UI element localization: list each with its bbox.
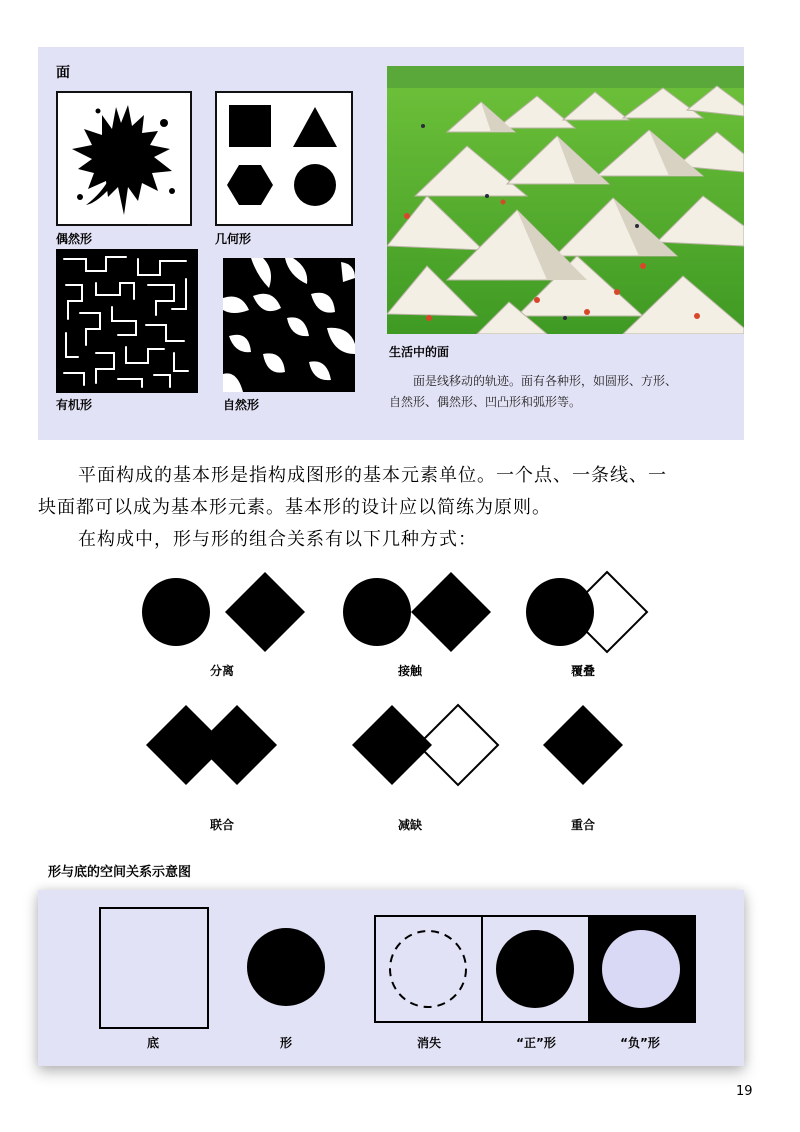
page-number: 19	[736, 1084, 753, 1099]
description-line-2: 自然形、偶然形、凹凸形和弧形等。	[389, 395, 582, 409]
relation-touch	[343, 572, 491, 652]
description-line-1: 面是线移动的轨迹。面有各种形，如圆形、方形、	[413, 374, 678, 388]
organic-maze-pattern	[56, 249, 198, 393]
figure-ground-title: 形与底的空间关系示意图	[48, 865, 192, 880]
label-separate: 分离	[209, 664, 234, 678]
caption-natural-shape: 自然形	[223, 398, 260, 412]
relation-subtract	[352, 705, 498, 785]
label-positive-shape: “正”形	[516, 1036, 556, 1050]
label-figure: 形	[279, 1036, 292, 1050]
natural-shape-box	[223, 258, 355, 392]
geometric-shapes	[217, 93, 351, 224]
tents-on-grassland-photo	[387, 66, 744, 334]
label-touch: 接触	[397, 664, 422, 678]
ink-splatter-shape	[58, 93, 190, 224]
organic-shape-box	[56, 249, 198, 393]
label-subtract: 减缺	[397, 818, 422, 832]
caption-life-face: 生活中的面	[389, 345, 450, 359]
geometric-shape-box	[215, 91, 353, 226]
shape-relations-diagram	[0, 560, 800, 850]
positive-circle	[496, 930, 574, 1008]
label-coincide: 重合	[570, 818, 595, 832]
ground-rectangle	[100, 908, 208, 1028]
section-title-face: 面	[56, 65, 70, 81]
label-negative-shape: “负”形	[620, 1036, 660, 1050]
caption-geometric-shape: 几何形	[215, 232, 252, 246]
relation-overlap	[526, 572, 647, 652]
paragraph-2: 在构成中，形与形的组合关系有以下几种方式：	[78, 529, 477, 550]
circle-shape	[294, 164, 336, 206]
label-union: 联合	[209, 818, 234, 832]
paragraph-1-line-2: 块面都可以成为基本形元素。基本形的设计应以简练为原则。	[38, 497, 551, 518]
triangle-shape	[293, 107, 337, 147]
leaf-pattern	[223, 258, 355, 392]
hexagon-shape	[227, 165, 273, 205]
caption-organic-shape: 有机形	[56, 398, 93, 412]
negative-circle	[602, 930, 680, 1008]
accidental-shape-box	[56, 91, 192, 226]
label-ground: 底	[146, 1036, 159, 1050]
paragraph-1-line-1: 平面构成的基本形是指构成图形的基本元素单位。一个点、一条线、一	[78, 465, 667, 486]
square-shape	[229, 105, 271, 147]
figure-circle	[247, 928, 325, 1006]
relation-union	[146, 705, 277, 785]
relation-separate	[142, 572, 305, 652]
label-overlap: 覆叠	[570, 664, 595, 678]
relation-coincide	[543, 705, 623, 785]
caption-accidental-shape: 偶然形	[56, 232, 93, 246]
label-vanish: 消失	[416, 1036, 441, 1050]
